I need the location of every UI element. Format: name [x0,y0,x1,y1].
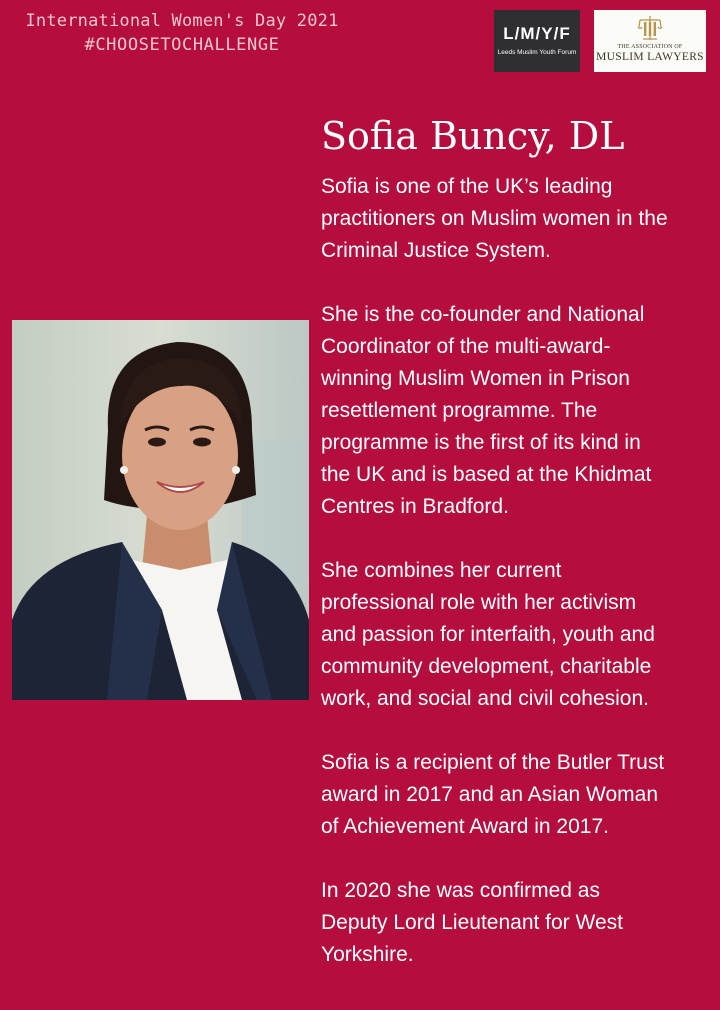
portrait-illustration [12,320,309,700]
portrait-photo [12,320,309,700]
event-header [12,10,352,56]
event-hashtag: #CHOOSETOCHALLENGE [84,35,280,55]
lmyf-logo-subtitle: Leeds Muslim Youth Forum [497,49,577,56]
lmyf-logo [494,10,580,72]
bio-paragraph-1: Sofia is one of the UK’s leading practitioners on Muslim women in the Criminal Justice System. [321,175,668,262]
bio-paragraph-3: She combines her current professional role with her activism and passion for interfaith, youth and community development, charitable work, and social and civil cohesion. [321,559,655,710]
bio-paragraph-2: She is the co-founder and National Coordinator of the multi-award- winning Muslim Women in Prison resettlement programme. The programme is the first of its kind in the UK and is based at the Khidmat Centres in Bradford. [321,303,652,518]
bio-text [321,171,716,1003]
lmyf-logo-mark: L/M/Y/F [503,24,571,43]
aml-logo-name: MUSLIM LAWYERS [596,51,704,63]
event-title: International Women's Day 2021 [25,11,339,31]
aml-logo-small-text: THE ASSOCIATION OF [617,44,683,50]
bio-paragraph-4: Sofia is a recipient of the Butler Trust award in 2017 and an Asian Woman of Achievement Award in 2017. [321,751,665,838]
aml-logo [594,10,706,72]
scales-of-justice-icon [635,13,665,43]
bio-paragraph-5: In 2020 she was confirmed as Deputy Lord Lieutenant for West Yorkshire. [321,879,623,966]
profile-name: Sofia Buncy, DL [321,114,625,158]
